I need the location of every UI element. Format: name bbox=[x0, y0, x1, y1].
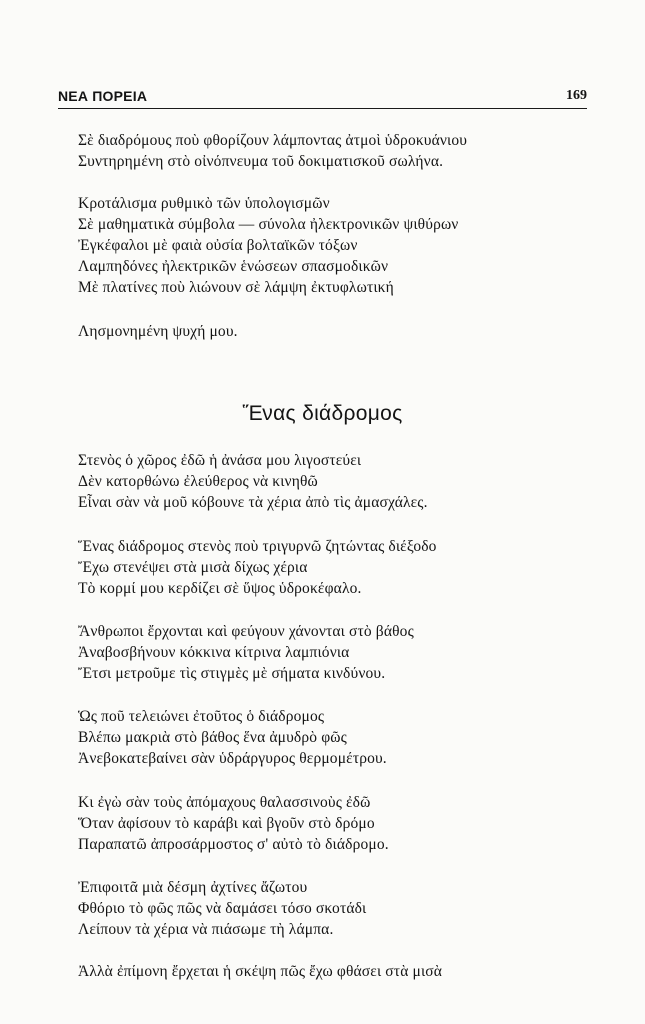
stanza bbox=[78, 450, 578, 513]
verse-line: Ἐγκέφαλοι μὲ φαιὰ οὐσία βολταϊκῶν τόξων bbox=[78, 237, 358, 254]
verse-line: Λησμονημένη ψυχή μου. bbox=[78, 323, 238, 340]
verse-line: Εἶναι σὰν νὰ μοῦ κόβουνε τὰ χέρια ἀπὸ τὶς ἀμασχάλες. bbox=[78, 494, 428, 511]
stanza bbox=[78, 961, 578, 982]
verse-line: Κροτάλισμα ρυθμικὸ τῶν ὑπολογισμῶν bbox=[78, 195, 330, 212]
verse-line: Ἄνθρωποι ἔρχονται καὶ φεύγουν χάνονται στὸ βάθος bbox=[78, 623, 414, 640]
journal-title: ΝΕΑ ΠΟΡΕΙΑ bbox=[58, 88, 148, 104]
verse-line: Φθόριο τὸ φῶς πῶς νὰ δαμάσει τόσο σκοτάδι bbox=[78, 900, 367, 917]
verse-line: Λείπουν τὰ χέρια νὰ πιάσωμε τὴ λάμπα. bbox=[78, 921, 334, 938]
verse-line: Ὡς ποῦ τελειώνει ἐτοῦτος ὁ διάδρομος bbox=[78, 708, 325, 725]
verse-line: Σὲ μαθηματικὰ σύμβολα — σύνολα ἠλεκτρονικῶν ψιθύρων bbox=[78, 216, 459, 233]
verse-line: Ἐπιφοιτᾶ μιὰ δέσμη ἀχτίνες ἄζωτου bbox=[78, 879, 308, 896]
stanza bbox=[78, 130, 578, 172]
verse-line: Ἀναβοσβήνουν κόκκινα κίτρινα λαμπιόνια bbox=[78, 644, 350, 661]
verse-line: Στενὸς ὁ χῶρος ἐδῶ ἡ ἀνάσα μου λιγοστεύει bbox=[78, 452, 362, 469]
verse-line: Κι ἐγὼ σὰν τοὺς ἀπόμαχους θαλασσινοὺς ἐδῶ bbox=[78, 794, 371, 811]
verse-line: Ἕνας διάδρομος στενὸς ποὺ τριγυρνῶ ζητώντας διέξοδο bbox=[78, 538, 437, 555]
page-number: 169 bbox=[566, 88, 587, 103]
verse-line: Ἔτσι μετροῦμε τὶς στιγμὲς μὲ σήματα κινδύνου. bbox=[78, 665, 386, 682]
verse-line: Λαμπηδόνες ἠλεκτρικῶν ἑνώσεων σπασμοδικῶν bbox=[78, 258, 389, 275]
verse-line: Τὸ κορμί μου κερδίζει σὲ ὕψος ὑδροκέφαλο. bbox=[78, 580, 362, 597]
verse-line: Ἀλλὰ ἐπίμονη ἔρχεται ἡ σκέψη πῶς ἔχω φθάσει στὰ μισὰ bbox=[78, 963, 443, 980]
verse-line: Σὲ διαδρόμους ποὺ φθορίζουν λάμποντας ἀτμοὶ ὑδροκυάνιου bbox=[78, 132, 468, 149]
stanza bbox=[78, 877, 578, 940]
stanza bbox=[78, 321, 578, 342]
verse-line: Παραπατῶ ἀπροσάρμοστος σ' αὐτὸ τὸ διάδρομο. bbox=[78, 836, 389, 853]
verse-line: Ἔχω στενέψει στὰ μισὰ δίχως χέρια bbox=[78, 559, 308, 576]
verse-line: Ὅταν ἀφίσουν τὸ καράβι καὶ βγοῦν στὸ δρόμο bbox=[78, 815, 375, 832]
stanza bbox=[78, 792, 578, 855]
running-header bbox=[58, 86, 587, 109]
verse-line: Συντηρημένη στὸ οἰνόπνευμα τοῦ δοκιματισκοῦ σωλήνα. bbox=[78, 153, 444, 170]
verse-line: Βλέπω μακριὰ στὸ βάθος ἕνα ἀμυδρὸ φῶς bbox=[78, 729, 347, 746]
stanza bbox=[78, 621, 578, 684]
verse-line: Ἀνεβοκατεβαίνει σὰν ὑδράργυρος θερμομέτρου. bbox=[78, 750, 387, 767]
stanza bbox=[78, 193, 578, 298]
stanza bbox=[78, 706, 578, 769]
verse-line: Δὲν κατορθώνω ἐλεύθερος νὰ κινηθῶ bbox=[78, 473, 318, 490]
stanza bbox=[78, 536, 578, 599]
verse-line: Μὲ πλατίνες ποὺ λιώνουν σὲ λάμψη ἐκτυφλωτική bbox=[78, 279, 394, 296]
poem-title: Ἕνας διάδρομος bbox=[242, 402, 403, 425]
